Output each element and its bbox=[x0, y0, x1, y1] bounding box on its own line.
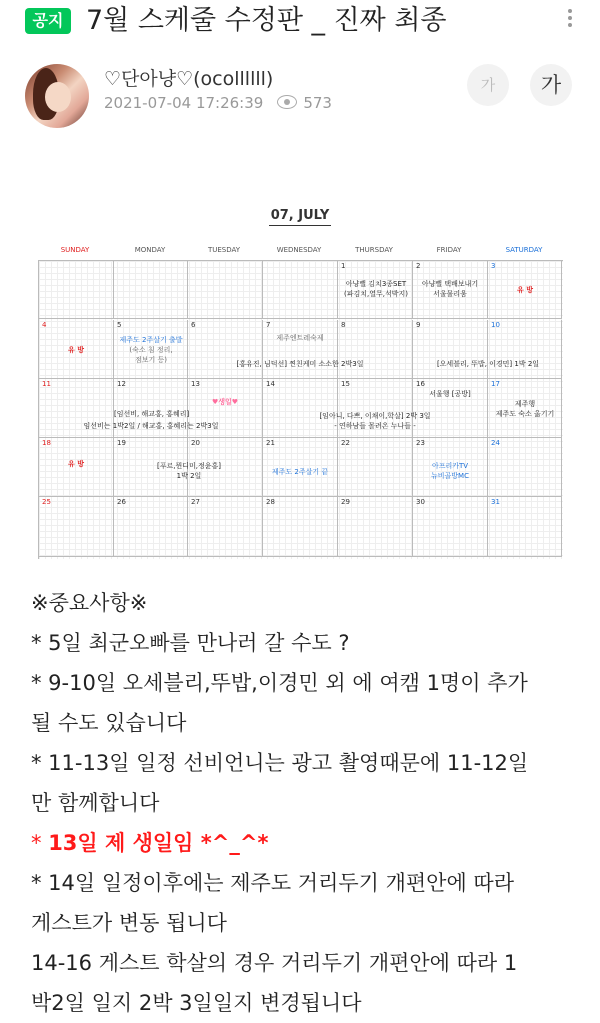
day-number: 17 bbox=[491, 380, 500, 388]
day-number: 22 bbox=[341, 439, 350, 447]
event-seonbi-detail: 임선비는 1박2일 / 해교홍, 홍혜리는 2박3일 bbox=[83, 422, 219, 430]
post-datetime: 2021-07-04 17:26:39 bbox=[104, 94, 264, 112]
day-number: 9 bbox=[416, 321, 421, 329]
day-number: 12 bbox=[117, 380, 126, 388]
calendar-day-cell bbox=[114, 497, 188, 557]
day-number: 3 bbox=[491, 262, 496, 270]
calendar-day-cell bbox=[114, 261, 188, 319]
font-size-up-button[interactable]: 가 bbox=[530, 64, 572, 106]
calendar-grid bbox=[38, 260, 563, 559]
event-pureu-group: [푸르,뮌디미,정윤홍] 1박 2일 bbox=[156, 462, 221, 480]
event-seonbi-group: [임선비, 해교홍, 홍혜리] bbox=[114, 410, 190, 418]
day-number: 29 bbox=[341, 498, 350, 506]
calendar-day-cell bbox=[413, 497, 488, 557]
calendar-day-cell bbox=[263, 497, 338, 557]
event-seoul: 서울행 [공방] bbox=[429, 390, 471, 398]
calendar-day-cell bbox=[338, 320, 413, 379]
post-body bbox=[31, 583, 576, 1023]
font-size-down-button[interactable]: 가 bbox=[467, 64, 509, 106]
note-line-birthday bbox=[31, 823, 576, 863]
event-birthday: ♥생일♥ bbox=[211, 398, 239, 406]
eye-icon bbox=[277, 95, 297, 109]
day-number: 30 bbox=[416, 498, 425, 506]
event-jeju-move: 제주행 제주도 숙소 옮기기 bbox=[495, 400, 555, 418]
note-line: 14-16 게스트 학살의 경우 거리두기 개편안에 따라 1 bbox=[31, 951, 518, 975]
note-line: * 9-10일 오세블리,뚜밥,이경민 외 에 여캠 1명이 추가 bbox=[31, 671, 528, 695]
notice-badge: 공지 bbox=[25, 8, 71, 34]
day-number: 11 bbox=[42, 380, 51, 388]
day-number: 5 bbox=[117, 321, 122, 329]
day-number: 8 bbox=[341, 321, 346, 329]
post-meta bbox=[104, 94, 332, 112]
day-number: 23 bbox=[416, 439, 425, 447]
day-number: 25 bbox=[42, 498, 51, 506]
event-jeju-end: 제주도 2주살기 끝 bbox=[271, 468, 329, 476]
calendar-day-cell bbox=[263, 320, 338, 379]
day-number: 2 bbox=[416, 262, 421, 270]
calendar-day-cell bbox=[338, 438, 413, 497]
note-line: * 5일 최군오빠를 만나러 갈 수도 ? bbox=[31, 631, 350, 655]
day-number: 18 bbox=[42, 439, 51, 447]
day-number: 13 bbox=[191, 380, 200, 388]
author-nickname[interactable]: ♡단아냥♡(ocollllll) bbox=[104, 68, 274, 90]
note-line: 될 수도 있습니다 bbox=[31, 711, 187, 735]
note-line: * 11-13일 일정 선비언니는 광고 촬영때문에 11-12일 bbox=[31, 751, 529, 775]
avatar[interactable] bbox=[25, 64, 89, 128]
day-number: 7 bbox=[266, 321, 271, 329]
day-number: 6 bbox=[191, 321, 196, 329]
event-rest-3: 유 방 bbox=[517, 286, 533, 294]
dow-tuesday: TUESDAY bbox=[207, 246, 241, 254]
birthday-highlight: 13일 제 생일임 *^_^* bbox=[48, 831, 269, 855]
day-number: 15 bbox=[341, 380, 350, 388]
note-line: 박2일 일지 2박 3일일지 변경됩니다 bbox=[31, 991, 362, 1015]
day-number: 31 bbox=[491, 498, 500, 506]
post-title: 7월 스케줄 수정판 _ 진짜 최종 bbox=[86, 5, 447, 36]
dow-sunday: SUNDAY bbox=[60, 246, 90, 254]
calendar-day-cell bbox=[39, 497, 114, 557]
calendar-day-cell bbox=[488, 497, 562, 557]
dow-saturday: SATURDAY bbox=[505, 246, 543, 254]
event-rest-4: 유 방 bbox=[68, 346, 84, 354]
event-bestie-trip: [홍유진, 님덕선] 찐친케미 소소한 2박3일 bbox=[236, 360, 364, 368]
day-number: 1 bbox=[341, 262, 346, 270]
calendar-day-cell bbox=[188, 261, 263, 319]
note-line: 게스트가 변동 됩니다 bbox=[31, 911, 227, 935]
event-delivery: 아냥뻘 택배보내기 서울물리움 bbox=[421, 280, 479, 298]
calendar-day-cell bbox=[488, 320, 562, 379]
day-number: 27 bbox=[191, 498, 200, 506]
calendar-day-cell bbox=[39, 261, 114, 319]
day-number: 16 bbox=[416, 380, 425, 388]
view-count: 573 bbox=[303, 94, 332, 112]
day-number: 4 bbox=[42, 321, 47, 329]
day-number: 14 bbox=[266, 380, 275, 388]
note-line: 만 함께합니다 bbox=[31, 791, 160, 815]
calendar-day-cell bbox=[188, 497, 263, 557]
event-osebly: [오세블리, 뚜밥, 이경민] 1박 2일 bbox=[436, 360, 540, 368]
calendar-day-cell bbox=[188, 320, 263, 379]
dow-friday: FRIDAY bbox=[436, 246, 462, 254]
note-line: * 14일 일정이후에는 제주도 거리두기 개편안에 따라 bbox=[31, 871, 514, 895]
event-jeju-homework: 제주엔트레숙제 bbox=[276, 334, 324, 342]
event-rest-18: 유 방 bbox=[68, 460, 84, 468]
event-jeju-start: 제주도 2주살기 출발 (숙소 침 정리, 점보기 등) bbox=[119, 336, 183, 364]
day-number: 19 bbox=[117, 439, 126, 447]
notes-heading: ※중요사항※ bbox=[31, 591, 148, 615]
calendar-day-cell bbox=[263, 261, 338, 319]
day-number: 21 bbox=[266, 439, 275, 447]
calendar-title: 07, JULY bbox=[269, 208, 332, 226]
event-imani-group: [임아니, 다쁘, 이채이,학살] 2박 3일 - 연하남들 몰려온 누나들 - bbox=[319, 412, 431, 430]
day-number: 26 bbox=[117, 498, 126, 506]
calendar-day-cell bbox=[338, 497, 413, 557]
schedule-calendar-image bbox=[38, 200, 562, 560]
calendar-day-cell bbox=[413, 320, 488, 379]
calendar-day-cell bbox=[488, 438, 562, 497]
event-kimchi: 아냥뻘 김치3종SET (파김치,열무,석박지) bbox=[343, 280, 408, 298]
author-row bbox=[0, 58, 600, 138]
event-afreeca: 아프리카TV 뉴비골방MC bbox=[431, 462, 469, 480]
dow-thursday: THURSDAY bbox=[355, 246, 393, 254]
post-header bbox=[0, 0, 600, 48]
note-bullet: * bbox=[31, 831, 49, 855]
day-number: 28 bbox=[266, 498, 275, 506]
day-number: 24 bbox=[491, 439, 500, 447]
dow-monday: MONDAY bbox=[134, 246, 166, 254]
day-number: 20 bbox=[191, 439, 200, 447]
day-number: 10 bbox=[491, 321, 500, 329]
dow-wednesday: WEDNESDAY bbox=[276, 246, 322, 254]
more-options-icon[interactable] bbox=[562, 6, 578, 36]
